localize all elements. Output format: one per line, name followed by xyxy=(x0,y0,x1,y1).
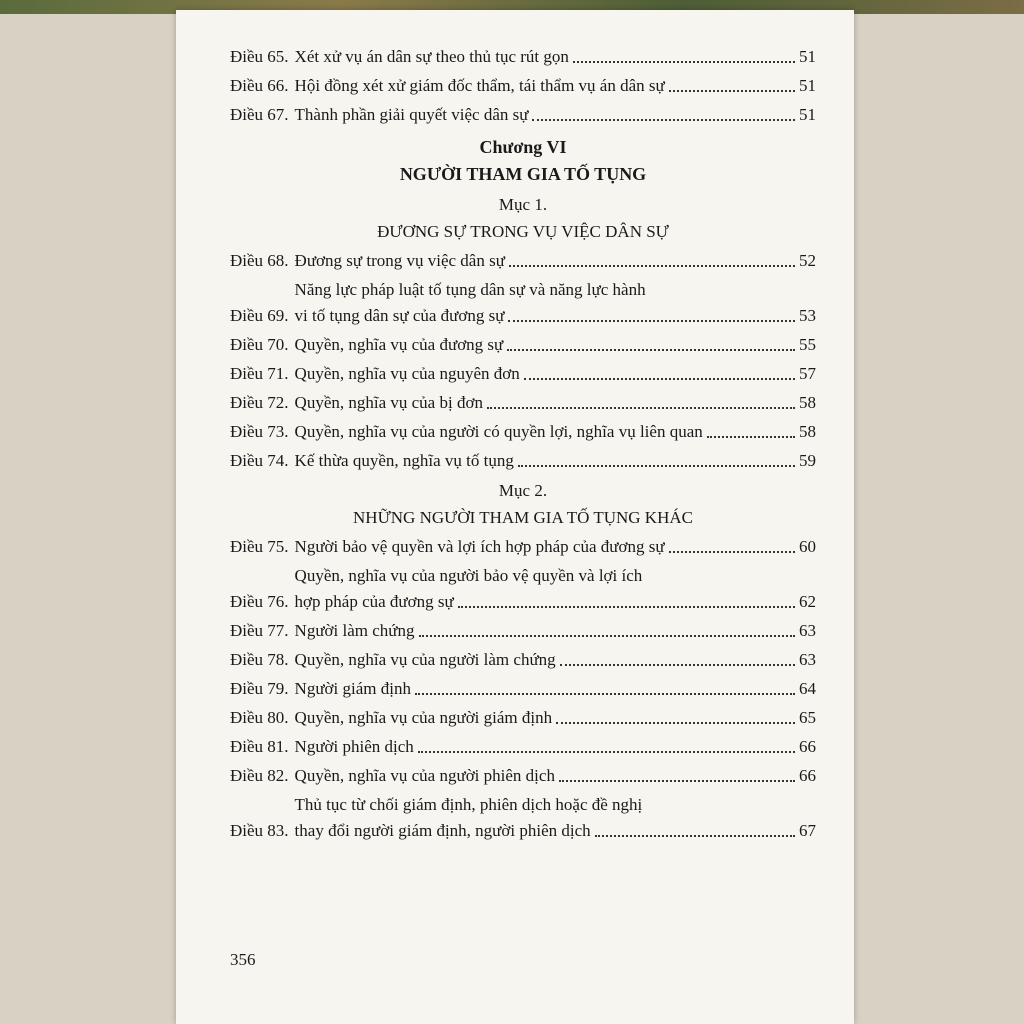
toc-entries-top xyxy=(230,44,816,128)
toc-entry xyxy=(230,248,816,274)
dot-leader xyxy=(560,664,795,666)
toc-entry xyxy=(230,277,816,329)
article-title: Người phiên dịch xyxy=(294,737,414,756)
toc-entry xyxy=(230,419,816,445)
article-number: Điều 72. xyxy=(230,393,289,412)
toc-entry xyxy=(230,361,816,387)
book-page xyxy=(176,10,854,1024)
article-number: Điều 75. xyxy=(230,537,289,556)
article-title: Năng lực pháp luật tố tụng dân sự và năng lực hành xyxy=(294,280,646,299)
dot-leader xyxy=(509,265,795,267)
section-2-label: Mục 2. xyxy=(498,481,548,500)
page-number: 356 xyxy=(230,950,256,969)
article-number: Điều 66. xyxy=(230,76,289,95)
dot-leader xyxy=(518,465,795,467)
article-number: Điều 70. xyxy=(230,335,289,354)
article-number: Điều 79. xyxy=(230,679,289,698)
toc-page-number: 51 xyxy=(799,105,816,124)
article-number: Điều 78. xyxy=(230,650,289,669)
section-2-title: NHỮNG NGƯỜI THAM GIA TỐ TỤNG KHÁC xyxy=(353,508,693,527)
article-title: Quyền, nghĩa vụ của nguyên đơn xyxy=(294,364,520,383)
dot-leader xyxy=(595,835,795,837)
article-number: Điều 81. xyxy=(230,737,289,756)
article-number: Điều 82. xyxy=(230,766,289,785)
toc-page-number: 66 xyxy=(799,766,816,785)
article-title: Đương sự trong vụ việc dân sự xyxy=(294,251,505,270)
toc-page-number: 52 xyxy=(799,251,816,270)
dot-leader xyxy=(707,436,795,438)
article-title: Hội đồng xét xử giám đốc thẩm, tái thẩm vụ án dân sự xyxy=(294,76,665,95)
article-number: Điều 73. xyxy=(230,422,289,441)
toc-entry xyxy=(230,563,816,615)
article-title: Quyền, nghĩa vụ của người làm chứng xyxy=(294,650,556,669)
toc-page-number: 53 xyxy=(799,306,816,325)
toc-entry xyxy=(230,676,816,702)
article-title: Người giám định xyxy=(294,679,411,698)
section-1-title: ĐƯƠNG SỰ TRONG VỤ VIỆC DÂN SỰ xyxy=(377,222,669,241)
article-number: Điều 71. xyxy=(230,364,289,383)
toc-page-number: 64 xyxy=(799,679,816,698)
dot-leader xyxy=(415,693,795,695)
dot-leader xyxy=(418,751,795,753)
article-number: Điều 83. xyxy=(230,821,289,840)
article-title: Xét xử vụ án dân sự theo thủ tục rút gọn xyxy=(294,47,569,66)
dot-leader xyxy=(487,407,795,409)
dot-leader xyxy=(669,551,795,553)
toc-entry xyxy=(230,44,816,70)
article-number: Điều 67. xyxy=(230,105,289,124)
toc-entry xyxy=(230,734,816,760)
dot-leader xyxy=(458,606,795,608)
article-title: Thủ tục từ chối giám định, phiên dịch hoặc đề nghị xyxy=(294,795,643,814)
article-number: Điều 74. xyxy=(230,451,289,470)
toc-entry xyxy=(230,102,816,128)
dot-leader xyxy=(669,90,795,92)
toc-page-number: 59 xyxy=(799,451,816,470)
toc-entries-section-2 xyxy=(230,534,816,844)
toc-page-number: 55 xyxy=(799,335,816,354)
table-of-contents xyxy=(230,44,816,847)
article-title: Quyền, nghĩa vụ của người phiên dịch xyxy=(294,766,555,785)
toc-page-number: 63 xyxy=(799,650,816,669)
article-title: Thành phần giải quyết việc dân sự xyxy=(294,105,529,124)
toc-entry xyxy=(230,448,816,474)
toc-entry xyxy=(230,792,816,844)
toc-entry xyxy=(230,618,816,644)
dot-leader xyxy=(573,61,795,63)
article-title: Người làm chứng xyxy=(294,621,415,640)
chapter-title: NGƯỜI THAM GIA TỐ TỤNG xyxy=(399,164,647,184)
article-number: Điều 69. xyxy=(230,306,289,325)
article-number: Điều 65. xyxy=(230,47,289,66)
toc-page-number: 57 xyxy=(799,364,816,383)
toc-page-number: 60 xyxy=(799,537,816,556)
article-number: Điều 80. xyxy=(230,708,289,727)
dot-leader xyxy=(532,119,795,121)
toc-page-number: 62 xyxy=(799,592,816,611)
toc-page-number: 65 xyxy=(799,708,816,727)
article-title: Quyền, nghĩa vụ của người có quyền lợi, nghĩa vụ liên quan xyxy=(294,422,703,441)
toc-page-number: 67 xyxy=(799,821,816,840)
article-title: Quyền, nghĩa vụ của người bảo vệ quyền và lợi ích xyxy=(294,566,643,585)
toc-entry xyxy=(230,647,816,673)
article-title: thay đổi người giám định, người phiên dịch xyxy=(294,821,591,840)
toc-entry xyxy=(230,705,816,731)
toc-page-number: 58 xyxy=(799,422,816,441)
toc-entry xyxy=(230,332,816,358)
toc-entries-section-1 xyxy=(230,248,816,474)
toc-page-number: 58 xyxy=(799,393,816,412)
toc-entry xyxy=(230,73,816,99)
article-title: Quyền, nghĩa vụ của người giám định xyxy=(294,708,553,727)
toc-page-number: 51 xyxy=(799,76,816,95)
article-title: hợp pháp của đương sự xyxy=(294,592,454,611)
toc-entry xyxy=(230,534,816,560)
dot-leader xyxy=(559,780,795,782)
article-number: Điều 77. xyxy=(230,621,289,640)
dot-leader xyxy=(508,320,795,322)
dot-leader xyxy=(419,635,795,637)
toc-page-number: 51 xyxy=(799,47,816,66)
article-title: vi tố tụng dân sự của đương sự xyxy=(294,306,505,325)
chapter-label: Chương VI xyxy=(479,137,567,157)
article-title: Người bảo vệ quyền và lợi ích hợp pháp của đương sự xyxy=(294,537,665,556)
toc-entry xyxy=(230,763,816,789)
dot-leader xyxy=(507,349,795,351)
article-title: Quyền, nghĩa vụ của đương sự xyxy=(294,335,504,354)
toc-entry xyxy=(230,390,816,416)
section-1-label: Mục 1. xyxy=(498,195,548,214)
article-number: Điều 76. xyxy=(230,592,289,611)
article-title: Quyền, nghĩa vụ của bị đơn xyxy=(294,393,483,412)
dot-leader xyxy=(524,378,795,380)
article-title: Kế thừa quyền, nghĩa vụ tố tụng xyxy=(294,451,514,470)
toc-page-number: 66 xyxy=(799,737,816,756)
dot-leader xyxy=(556,722,795,724)
toc-page-number: 63 xyxy=(799,621,816,640)
article-number: Điều 68. xyxy=(230,251,289,270)
